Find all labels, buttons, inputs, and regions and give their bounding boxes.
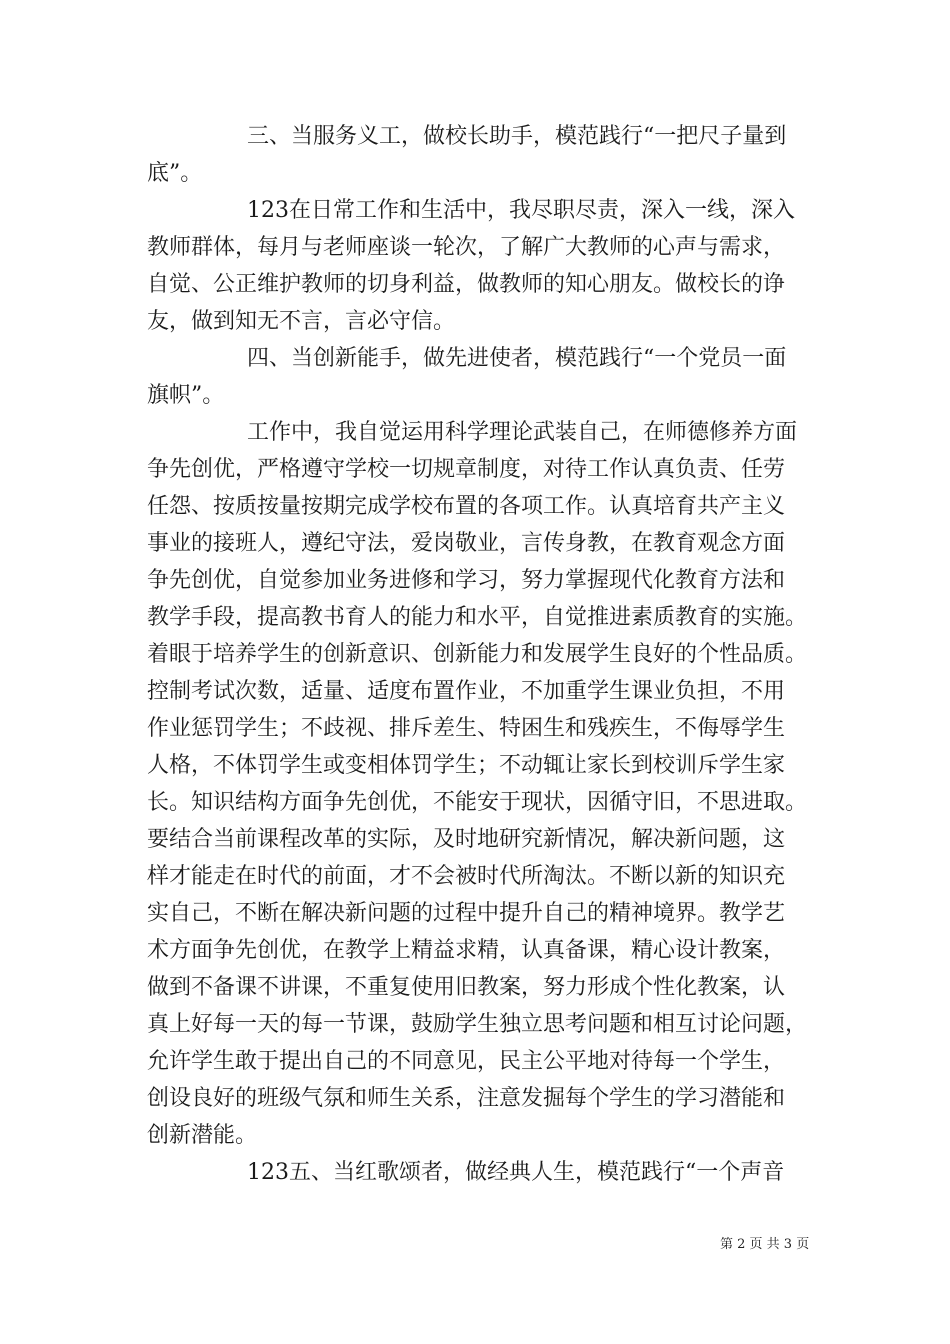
text-line: 着眼于培养学生的创新意识、创新能力和发展学生良好的个性品质。	[147, 642, 808, 667]
text-line: 四、当创新能手，做先进使者，模范践行“一个党员一面	[247, 346, 787, 371]
text-line: 123五、当红歌颂者，做经典人生，模范践行“一个声音	[247, 1160, 785, 1185]
text-line: 友，做到知无不言，言必守信。	[147, 309, 456, 334]
text-line: 123在日常工作和生活中，我尽职尽责，深入一线，深入	[247, 198, 795, 223]
text-line: 允许学生敢于提出自己的不同意见，民主公平地对待每一个学生，	[147, 1049, 786, 1074]
text-line: 人格，不体罚学生或变相体罚学生；不动辄让家长到校训斥学生家	[147, 753, 786, 778]
text-line: 任怨、按质按量按期完成学校布置的各项工作。认真培育共产主义	[147, 494, 786, 519]
text-line: 控制考试次数，适量、适度布置作业，不加重学生课业负担，不用	[147, 679, 786, 704]
text-line: 教师群体，每月与老师座谈一轮次，了解广大教师的心声与需求，	[147, 235, 786, 260]
text-line: 三、当服务义工，做校长助手，模范践行“一把尺子量到	[247, 124, 787, 149]
text-line: 真上好每一天的每一节课，鼓励学生独立思考问题和相互讨论问题，	[147, 1012, 808, 1037]
text-line: 工作中，我自觉运用科学理论武装自己，在师德修养方面	[247, 420, 798, 445]
text-line: 事业的接班人，遵纪守法，爱岗敬业，言传身教，在教育观念方面	[147, 531, 786, 556]
text-line: 底”。	[147, 161, 203, 186]
text-line: 教学手段，提高教书育人的能力和水平，自觉推进素质教育的实施。	[147, 605, 808, 630]
text-line: 旗帜”。	[147, 383, 225, 408]
text-line: 要结合当前课程改革的实际，及时地研究新情况，解决新问题，这	[147, 827, 786, 852]
text-line: 争先创优，自觉参加业务进修和学习，努力掌握现代化教育方法和	[147, 568, 786, 593]
text-line: 争先创优，严格遵守学校一切规章制度，对待工作认真负责、任劳	[147, 457, 786, 482]
text-line: 自觉、公正维护教师的切身利益，做教师的知心朋友。做校长的诤	[147, 272, 786, 297]
text-line: 创设良好的班级气氛和师生关系，注意发掘每个学生的学习潜能和	[147, 1086, 786, 1111]
text-line: 术方面争先创优，在教学上精益求精，认真备课，精心设计教案，	[147, 938, 786, 963]
text-line: 创新潜能。	[147, 1123, 258, 1148]
text-line: 作业惩罚学生；不歧视、排斥差生、特困生和残疾生，不侮辱学生	[147, 716, 786, 741]
text-line: 长。知识结构方面争先创优，不能安于现状，因循守旧，不思进取。	[147, 790, 808, 815]
text-line: 做到不备课不讲课，不重复使用旧教案，努力形成个性化教案，认	[147, 975, 786, 1000]
text-line: 实自己，不断在解决新问题的过程中提升自己的精神境界。教学艺	[147, 901, 786, 926]
text-line: 样才能走在时代的前面，才不会被时代所淘汰。不断以新的知识充	[147, 864, 786, 889]
page-number-footer: 第 2 页 共 3 页	[720, 1237, 810, 1252]
body-text	[147, 118, 817, 1191]
